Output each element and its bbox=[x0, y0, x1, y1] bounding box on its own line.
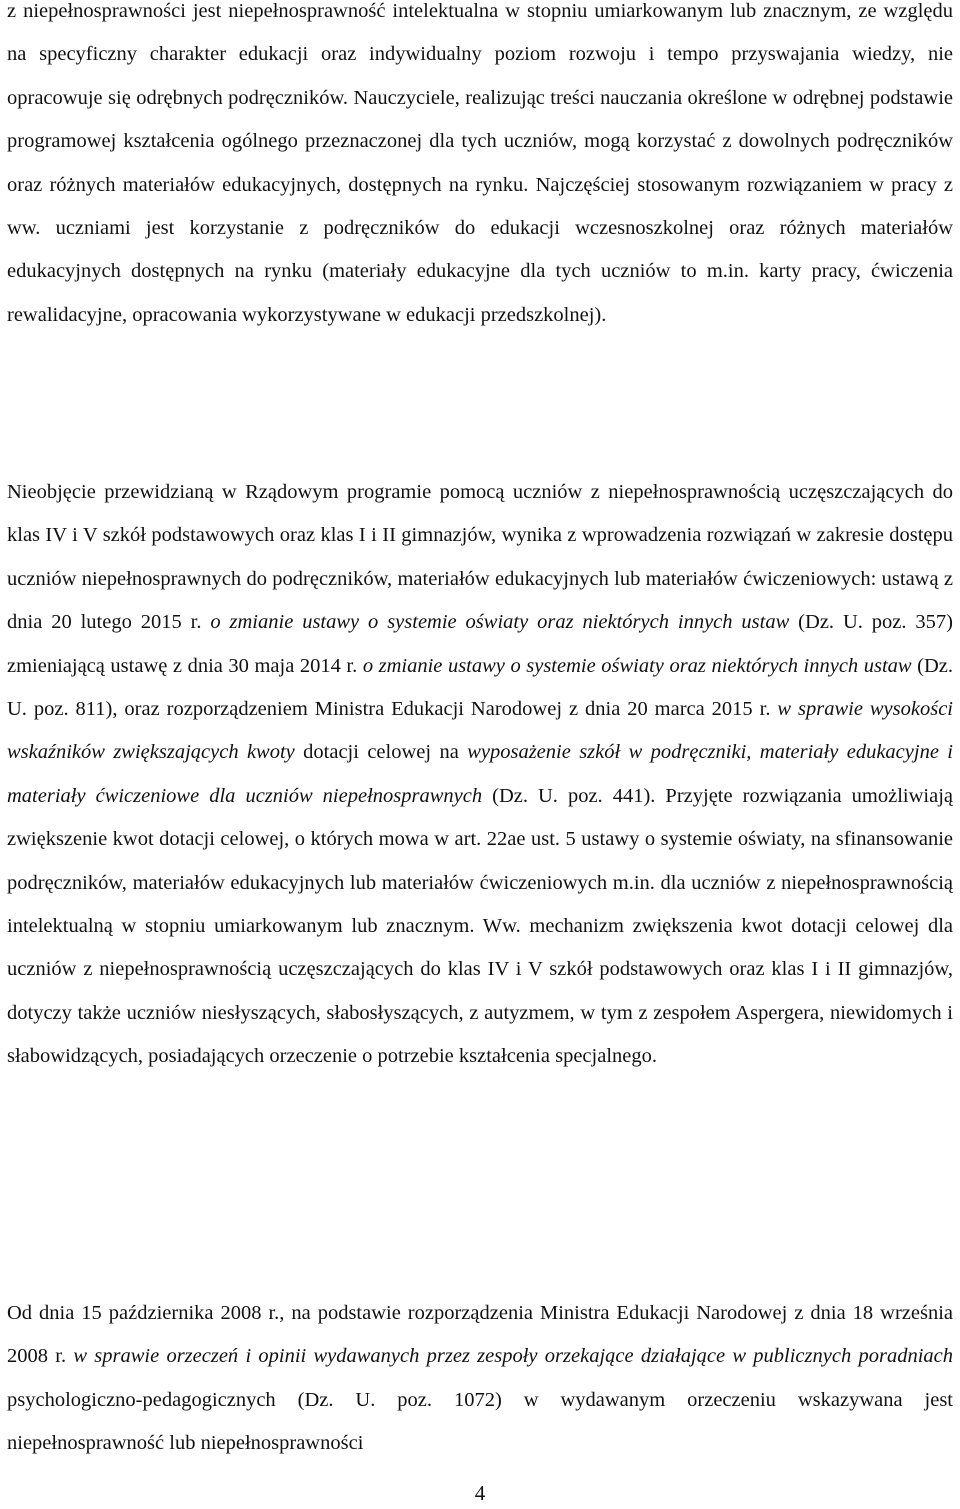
paragraph-2-text-1: Nieobjęcie przewidzianą w Rządowym programie pomocą uczniów z niepełnosprawnością uczęszczających do klas IV i V szkół podstawowych oraz klas I i II gimnazjów, wynika z wprowadzenia rozwiązań w zakresie dostępu uczniów niepełnosprawnych do podręczników, materiałów edukacyjnych lub materiałów ćwiczeniowych: ustawą z dnia 20 lutego 2015 r. bbox=[7, 481, 953, 634]
paragraph-2-text-3: (Dz. U. poz. 811), oraz rozporządzeniem Ministra Edukacji Narodowej z dnia 20 marca 2015 r. bbox=[7, 654, 954, 721]
regulation-title-1: w sprawie wysokości wskaźników zwiększających kwoty bbox=[7, 698, 953, 764]
paragraph-2-text-2: (Dz. U. poz. 357) zmieniającą ustawę z dnia 30 maja 2014 r. bbox=[7, 611, 953, 677]
paragraph-3 bbox=[7, 1292, 953, 1466]
paragraph-1 bbox=[7, 0, 953, 337]
paragraph-2 bbox=[7, 471, 953, 1079]
page-number: 4 bbox=[474, 1481, 486, 1505]
paragraph-2-text-5: (Dz. U. poz. 441). Przyjęte rozwiązania umożliwiają zwiększenie kwot dotacji celowej, o których mowa w art. 22ae ust. 5 ustawy o systemie oświaty, na sfinansowanie podręczników, materiałów edukacyjnych lub materiałów ćwiczeniowych m.in. dla uczniów z niepełnosprawnością intelektualną w stopniu umiarkowanym lub znacznym. Ww. mechanizm zwiększenia kwot dotacji celowej dla uczniów z niepełnosprawnością uczęszczających do klas IV i V szkół podstawowych oraz klas I i II gimnazjów, dotyczy także uczniów niesłyszących, słabosłyszących, z autyzmem, w tym z zespołem Aspergera, niewidomych i słabowidzących, posiadających orzeczenie o potrzebie kształcenia specjalnego. bbox=[7, 784, 953, 1068]
regulation-title-2: wyposażenie szkół w podręczniki, materiały edukacyjne i materiały ćwiczeniowe dla uczniów niepełnosprawnych bbox=[7, 741, 953, 807]
act-title-1: o zmianie ustawy o systemie oświaty oraz niektórych innych ustaw bbox=[210, 611, 790, 634]
act-title-2: o zmianie ustawy o systemie oświaty oraz niektórych innych ustaw bbox=[362, 654, 912, 677]
paragraph-3-text-1: Od dnia 15 października 2008 r., na podstawie rozporządzenia Ministra Edukacji Narodowej z dnia 18 września 2008 r. bbox=[7, 1302, 953, 1368]
paragraph-2-text-4: dotacji celowej na bbox=[294, 741, 468, 764]
paragraph-1-text: z niepełnosprawności jest niepełnosprawność intelektualna w stopniu umiarkowanym lub znacznym, ze względu na specyficzny charakter edukacji oraz indywidualny poziom rozwoju i tempo przyswajania wiedzy, nie opracowuje się odrębnych podręczników. Nauczyciele, realizując treści nauczania określone w odrębnej podstawie programowej kształcenia ogólnego przeznaczonej dla tych uczniów, mogą korzystać z dowolnych podręczników oraz różnych materiałów edukacyjnych, dostępnych na rynku. Najczęściej stosowanym rozwiązaniem w pracy z ww. uczniami jest korzystanie z podręczników do edukacji wczesnoszkolnej oraz różnych materiałów edukacyjnych dostępnych na rynku (materiały edukacyjne dla tych uczniów to m.in. karty pracy, ćwiczenia rewalidacyjne, opracowania wykorzystywane w edukacji przedszkolnej). bbox=[7, 0, 953, 326]
paragraph-3-text-2: psychologiczno-pedagogicznych (Dz. U. poz. 1072) w wydawanym orzeczeniu wskazywana jest niepełnosprawność lub niepełnosprawności bbox=[7, 1388, 953, 1455]
regulation-title-3: w sprawie orzeczeń i opinii wydawanych przez zespoły orzekające działające w publicznych poradniach bbox=[73, 1345, 953, 1368]
